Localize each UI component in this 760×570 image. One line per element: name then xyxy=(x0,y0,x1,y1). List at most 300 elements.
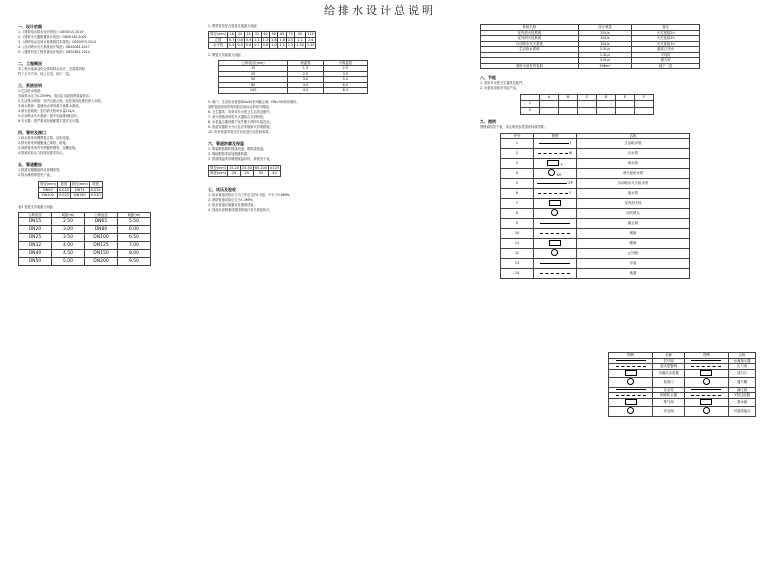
table-cell: 4.0 xyxy=(288,82,323,88)
table-cell: 安全阀 xyxy=(653,407,684,417)
table-cell: 30L/s xyxy=(578,41,632,47)
table-row xyxy=(19,242,151,250)
text-line: 本工程为某商业综合体给排水设计，总建筑面积 xyxy=(18,67,85,71)
table-cell: DN100 xyxy=(85,234,118,242)
table-cell xyxy=(540,107,559,114)
table-cell: 3.00 xyxy=(52,226,85,234)
table-cell: 0.7 xyxy=(254,43,260,47)
insulation-table xyxy=(208,165,281,177)
header-cell: 公称直径 xyxy=(85,212,118,218)
section-body xyxy=(18,89,188,124)
text-line: 5.《建筑机电工程抗震设计规范》GB50981-2014 xyxy=(18,50,90,54)
legend-symbol-icon xyxy=(540,233,570,234)
section-body xyxy=(480,125,752,130)
table-cell: 3 xyxy=(501,159,534,169)
table-cell: 9.50 xyxy=(118,258,151,266)
header-cell: 图例 xyxy=(609,353,653,359)
text-line: 5.自动喷水灭火系统：按中危险级II级设计。 xyxy=(18,114,81,118)
table-cell: 2.0 xyxy=(287,37,294,42)
text-line: 2. 水泵选用高效节能产品。 xyxy=(480,86,520,90)
table-cell: 0.8 xyxy=(262,43,269,47)
table-cell: 压力表 xyxy=(729,364,756,370)
table-cell: 1.35 xyxy=(296,43,304,47)
table-cell xyxy=(684,378,728,388)
header-cell: 坡度 xyxy=(89,182,102,188)
table-cell: 0.6 xyxy=(245,43,252,47)
table-cell: 1.1 xyxy=(279,43,285,47)
text-line: 1. 采用节水型卫生器具及配件。 xyxy=(480,81,526,85)
table-cell: 5.00 xyxy=(52,258,85,266)
table-cell: 室外消火栓系统 xyxy=(481,36,579,42)
section-body xyxy=(18,136,188,156)
text-line: 1.管道穿越楼板时应设钢套管。 xyxy=(18,168,63,172)
text-line: 2.《建筑灭火器配置设计规范》GB50140-2005 xyxy=(18,35,87,39)
header-cell: A xyxy=(540,95,559,101)
table-cell xyxy=(533,169,576,179)
table-cell: 1.5L/s xyxy=(578,52,632,58)
table-cell: DN75 xyxy=(70,187,89,193)
table-cell: DN50 xyxy=(19,258,52,266)
table-cell: 20L/s xyxy=(578,30,632,36)
table-cell: 30 xyxy=(253,171,268,177)
table-row xyxy=(501,189,690,199)
header-cell: 25 xyxy=(244,32,252,38)
table-cell xyxy=(684,398,728,407)
header-cell: 90 xyxy=(295,32,306,38)
header-cell: 图例 xyxy=(533,133,576,139)
table-caption: 2. 钢管支吊架最大间距 xyxy=(208,52,241,57)
table-cell: 6.50 xyxy=(118,234,151,242)
table-cell xyxy=(635,100,654,107)
table-caption: 表1 管道支吊架最大间距 xyxy=(18,204,53,209)
plastic-pipe-support-table xyxy=(208,31,316,49)
table-cell: 0.025 xyxy=(90,187,101,192)
column-right xyxy=(480,24,752,279)
table-cell: 5 xyxy=(501,179,534,189)
slope-table xyxy=(38,181,103,199)
table-cell: 2.5 xyxy=(323,66,367,72)
table-cell: 蝶阀 xyxy=(576,239,689,249)
legend-symbol-icon xyxy=(540,263,570,264)
reference-grid xyxy=(520,94,654,115)
table-cell: 地漏 xyxy=(576,269,689,279)
table-cell: 1 xyxy=(501,139,534,149)
legend-symbol-icon xyxy=(538,153,568,154)
legend-symbol-icon xyxy=(538,193,568,194)
table-cell: DN150 xyxy=(70,193,89,199)
header-cell: 32 xyxy=(253,32,261,38)
table-cell: Y型过滤器 xyxy=(729,393,756,399)
header-cell: F xyxy=(635,95,654,101)
table-cell: 13 xyxy=(501,259,534,269)
table-cell: 80 xyxy=(219,82,288,88)
table-row xyxy=(19,218,151,226)
table-cell: 20 xyxy=(228,171,241,177)
table-cell: 1.1 xyxy=(254,37,260,42)
header-cell: B xyxy=(559,95,578,101)
table-cell: 排气阀 xyxy=(653,398,684,407)
table-cell: 6 xyxy=(501,189,534,199)
table-row xyxy=(19,250,151,258)
section-heading: 四、管材及接口 xyxy=(18,130,46,135)
header-cell: 75 xyxy=(286,32,294,38)
section-heading: 一、设计依据 xyxy=(18,24,42,29)
table-cell: 15 xyxy=(219,66,288,72)
table-cell: 7 xyxy=(501,199,534,209)
header-cell: 名称 xyxy=(729,353,756,359)
table-cell: DN150 xyxy=(85,250,118,258)
table-cell: 10 xyxy=(501,229,534,239)
table-cell: 2 xyxy=(501,149,534,159)
table-cell: 末端试水装置 xyxy=(653,369,684,378)
legend-symbol-icon xyxy=(616,360,646,361)
table-row xyxy=(501,259,690,269)
table-cell: 2 xyxy=(521,107,540,114)
legend-symbol-icon xyxy=(616,389,646,390)
table-cell: 3.50 xyxy=(52,234,85,242)
table-row xyxy=(19,234,151,242)
legend-symbol-icon xyxy=(625,370,637,376)
legend-symbol-icon xyxy=(627,407,634,414)
table-cell: 6.0 xyxy=(323,82,367,88)
text-line: 4.消火栓系统：室内消火栓用水量20L/s。 xyxy=(18,109,78,113)
table-cell: 室内消火栓系统 xyxy=(481,30,579,36)
table-cell: 0.4 xyxy=(229,43,235,47)
legend-symbol-icon xyxy=(540,273,570,274)
table-row xyxy=(501,169,690,179)
legend-symbol-icon xyxy=(703,378,710,385)
table-cell: 检查口 xyxy=(653,378,684,388)
legend-symbol-code: W xyxy=(567,151,573,156)
table-cell: 水流指示器 xyxy=(729,358,756,364)
table-cell: 8 xyxy=(501,209,534,219)
legend-symbol-code: ZP xyxy=(567,181,573,186)
text-line: 3.雨水系统：屋面雨水采用重力流排水系统。 xyxy=(18,104,82,108)
header-cell: 管径(mm) xyxy=(210,165,227,170)
legend-symbol-icon xyxy=(691,366,721,367)
text-line: 10. 所有管道安装完毕后应进行冲洗和消毒。 xyxy=(208,129,272,134)
table-cell xyxy=(533,139,576,149)
table-cell xyxy=(684,407,728,417)
table-cell: DN200 xyxy=(85,258,118,266)
legend-symbol-icon xyxy=(616,366,646,367)
legend-symbol-icon xyxy=(547,160,559,166)
table-cell xyxy=(578,100,597,107)
table-row xyxy=(19,258,151,266)
section-heading: 二、工程概况 xyxy=(18,61,42,66)
text-line: 4.管道试验压力按规范要求执行。 xyxy=(18,151,66,155)
table-cell xyxy=(533,159,576,169)
header-cell: 名称 xyxy=(653,353,684,359)
header-cell: 管径(mm) xyxy=(40,182,57,186)
section-heading: 五、管道敷设 xyxy=(18,162,42,167)
table-cell: 水表 xyxy=(576,259,689,269)
table-row xyxy=(501,229,690,239)
table-cell xyxy=(533,219,576,229)
table-cell xyxy=(597,107,616,114)
table-cell: DN25 xyxy=(19,234,52,242)
header-cell: 不保温管 xyxy=(323,60,367,66)
table-cell xyxy=(533,209,576,219)
table-row xyxy=(501,219,690,229)
table-row xyxy=(501,179,690,189)
text-line: 1. 明装钢管刷防锈漆两道，银粉漆两道。 xyxy=(208,146,267,151)
table-cell: 火灾延续2h xyxy=(632,36,700,42)
table-cell: 清扫口 xyxy=(729,369,756,378)
table-cell: 396m³ xyxy=(578,63,632,69)
text-line: 图例说明见下表，未注明者参见国家标准图集。 xyxy=(480,124,547,129)
table-cell: 4.00 xyxy=(52,242,85,250)
table-cell: 5.50 xyxy=(118,218,151,226)
table-cell: 生活给水系统 xyxy=(481,47,579,53)
table-cell xyxy=(533,249,576,259)
table-cell: 6.5 xyxy=(323,88,367,94)
table-cell xyxy=(684,369,728,378)
table-cell: 7.00 xyxy=(118,242,151,250)
table-cell xyxy=(533,149,576,159)
table-cell xyxy=(533,179,576,189)
table-cell: 火灾延续2h xyxy=(632,30,700,36)
table-row xyxy=(501,269,690,279)
table-row xyxy=(501,159,690,169)
table-cell xyxy=(559,107,578,114)
table-row xyxy=(209,43,316,49)
header-cell: 15-20 xyxy=(229,165,239,170)
table-cell: 0.5 xyxy=(237,43,243,47)
table-cell xyxy=(540,100,559,107)
table-cell: 1.3 xyxy=(262,37,269,42)
table-cell: 消防水池有效容积 xyxy=(481,63,579,69)
table-cell: 室内消火栓 xyxy=(576,199,689,209)
header-cell: 公称直径 xyxy=(19,212,52,218)
legend-symbol-icon xyxy=(551,249,558,256)
table-row xyxy=(609,369,756,378)
text-line: 5. 阀门：生活给水管道DN≤50采用截止阀，DN>50采用闸阀。 xyxy=(208,99,299,104)
header-cell: E xyxy=(616,95,635,101)
table-row xyxy=(521,100,654,107)
header-cell: 坡度 xyxy=(58,182,71,188)
table-cell: 50 xyxy=(219,77,288,83)
table-cell: 消火栓给水管 xyxy=(576,169,689,179)
text-line: 3. 排水管道应做灌水及通球试验。 xyxy=(208,202,257,207)
table-cell: 3.0L/s xyxy=(578,58,632,64)
table-cell: 信号阀 xyxy=(653,358,684,364)
table-cell: DN80 xyxy=(85,226,118,234)
table-cell: 地下一层 xyxy=(632,63,700,69)
header-cell: 设计流量 xyxy=(578,25,632,31)
text-line: 3.《消防给水及消火栓系统技术规范》GB50974-2014 xyxy=(18,40,97,44)
table-row xyxy=(19,226,151,234)
legend-symbol-code: Y xyxy=(559,162,563,167)
table-cell: 0.8 xyxy=(237,37,243,42)
table-row xyxy=(501,139,690,149)
table-cell: 3.5 xyxy=(323,71,367,77)
text-line: 1. 给水管道试验压力为工作压力的1.5倍，不小于0.6MPa。 xyxy=(208,192,293,197)
legend-symbol-code: XH xyxy=(555,173,562,178)
table-row xyxy=(609,378,756,388)
table-cell: 泄水阀 xyxy=(729,398,756,407)
header-cell: 管径(mm) xyxy=(71,182,88,186)
table-cell: 0.010 xyxy=(90,193,101,197)
table-cell: 4.5 xyxy=(288,88,323,94)
table-cell xyxy=(533,239,576,249)
table-cell xyxy=(616,107,635,114)
table-cell: 倒流防止器 xyxy=(653,393,684,399)
table-cell xyxy=(597,100,616,107)
page-title: 给排水设计总说明 xyxy=(324,4,436,17)
text-line: 6. 卫生器具：均采用节水型卫生洁具及配件。 xyxy=(208,109,273,114)
header-cell: 序号 xyxy=(501,133,534,139)
legend-symbol-icon xyxy=(540,223,570,224)
table-cell: DN125 xyxy=(85,242,118,250)
table-cell: 可曲挠接头 xyxy=(729,407,756,417)
text-line: 4.《自动喷水灭火系统设计规范》GB50084-2017 xyxy=(18,45,90,49)
header-cell: 110 xyxy=(305,32,316,38)
design-flow-table xyxy=(480,24,700,69)
header-cell: 25-50 xyxy=(241,165,252,170)
legend-symbol-icon xyxy=(551,209,558,216)
table-cell: 存水弯 xyxy=(653,387,684,393)
section-heading: 七、试压及验收 xyxy=(208,186,236,192)
table-cell xyxy=(559,100,578,107)
steel-pipe-support-table xyxy=(218,60,368,94)
table-cell: DN32 xyxy=(19,242,52,250)
header-cell: 16 xyxy=(228,32,236,38)
table-cell: 1.2 xyxy=(287,43,294,47)
table-cell: 25 xyxy=(240,171,253,177)
table-cell: 火灾延续1h xyxy=(632,41,700,47)
section-body xyxy=(208,193,438,213)
text-line: 市政供水压力0.20MPa，低区由市政管网直接供水。 xyxy=(18,94,93,98)
table-cell: DN15 xyxy=(19,218,52,226)
table-cell: 5.0 xyxy=(323,77,367,83)
valve-legend-table xyxy=(608,352,756,417)
table-cell: 25 xyxy=(219,71,288,77)
table-cell: 2.5L/s xyxy=(578,47,632,53)
table-cell: 40 xyxy=(268,171,280,177)
table-cell: 闭式喷头 xyxy=(576,209,689,219)
table-cell xyxy=(609,378,653,388)
table-row xyxy=(219,88,368,94)
legend-symbol-icon xyxy=(700,370,712,376)
table-header-row xyxy=(209,165,281,171)
text-line: 约三万平方米，地上五层，地下一层。 xyxy=(18,72,73,76)
table-cell: 厚度(mm) xyxy=(210,171,227,175)
table-cell xyxy=(616,100,635,107)
header-cell: 间距(m) xyxy=(118,212,151,218)
table-cell: 污水管 xyxy=(576,149,689,159)
table-caption: 1. 塑料管及复合管道支架最大间距 xyxy=(208,24,257,28)
pipe-support-table xyxy=(18,212,151,267)
table-cell: 自动喷水灭火给水管 xyxy=(576,179,689,189)
table-cell: 水平管 xyxy=(209,43,228,49)
table-cell: 湿式报警阀 xyxy=(653,364,684,370)
table-cell: 自动喷水灭火系统 xyxy=(481,41,579,47)
table-cell: 0.7 xyxy=(229,37,235,42)
section-body xyxy=(18,67,188,77)
table-cell: 2.0 xyxy=(288,71,323,77)
table-cell: 2.50 xyxy=(52,218,85,226)
table-cell xyxy=(533,189,576,199)
table-row xyxy=(609,407,756,417)
legend-symbol-icon xyxy=(537,183,567,184)
table-cell: 通气帽 xyxy=(729,378,756,388)
section-heading: 六、管道防腐及保温 xyxy=(208,140,244,146)
text-line: 2. 埋地钢管采用加强级防腐。 xyxy=(208,151,251,156)
text-line: 1.生活给水系统： xyxy=(18,89,44,93)
table-row xyxy=(501,239,690,249)
section-body xyxy=(18,30,188,55)
table-cell: DN20 xyxy=(19,226,52,234)
text-line: 8. 水泵接合器设置于室外便于消防车接近处。 xyxy=(208,119,273,124)
table-cell: 2.2 xyxy=(295,37,306,43)
table-cell xyxy=(578,107,597,114)
table-cell: DN65 xyxy=(85,218,118,226)
header-cell: ≥125 xyxy=(269,165,280,170)
legend-symbol-icon xyxy=(700,399,712,405)
legend-symbol-icon xyxy=(625,399,637,405)
header-cell: 图例 xyxy=(684,353,728,359)
table-cell xyxy=(609,407,653,417)
table-cell: 1.55 xyxy=(306,43,315,47)
legend-symbol-icon xyxy=(616,395,646,396)
table-cell: 生活给水管 xyxy=(576,139,689,149)
table-cell: 平均时 xyxy=(632,52,700,58)
table-cell: 止回阀 xyxy=(576,249,689,259)
section-body xyxy=(208,147,438,162)
table-row xyxy=(209,171,281,177)
table-cell: 6.00 xyxy=(118,226,151,234)
text-line: 6.灭火器：按严重危险级配置手提式灭火器。 xyxy=(18,119,82,123)
legend-symbol-icon xyxy=(549,200,561,206)
header-cell: 管径(mm) xyxy=(210,32,227,36)
table-cell: 闸阀 xyxy=(576,229,689,239)
text-line: 3.消防管采用内外热镀锌钢管，沟槽连接。 xyxy=(18,146,79,150)
legend-symbol-icon xyxy=(549,240,561,246)
table-cell: 4.50 xyxy=(52,250,85,258)
table-cell xyxy=(609,369,653,378)
text-line: 1.《建筑给水排水设计规范》GB50015-2019 xyxy=(18,30,84,34)
text-line: 消防管道采用带有明显启闭标志的信号蝶阀。 xyxy=(208,104,272,109)
table-cell: 1.0 xyxy=(271,43,277,47)
legend-table xyxy=(500,133,690,280)
header-cell: 间距(m) xyxy=(52,212,85,218)
legend-symbol-icon xyxy=(539,143,569,144)
table-row xyxy=(501,209,690,219)
table-cell: 立管 xyxy=(209,37,228,43)
table-cell: 截止阀 xyxy=(576,219,689,229)
table-cell: 最大时 xyxy=(632,58,700,64)
table-cell xyxy=(533,259,576,269)
legend-symbol-icon xyxy=(691,389,721,390)
legend-symbol-code: J xyxy=(568,141,571,146)
text-line: 9. 管道穿越防火分区处应采取防火封堵措施。 xyxy=(208,124,273,129)
table-cell xyxy=(609,398,653,407)
table-cell xyxy=(533,199,576,209)
table-cell: DN100 xyxy=(39,193,58,199)
table-cell: 雨水管 xyxy=(576,159,689,169)
table-row xyxy=(501,199,690,209)
table-cell: 最高日用水 xyxy=(632,47,700,53)
table-cell: 1.8 xyxy=(279,37,285,42)
header-cell: 系统名称 xyxy=(481,25,579,31)
section-heading: 三、系统说明 xyxy=(18,83,42,88)
text-line: 7. 消火栓箱采用带灭火器组合式消防柜。 xyxy=(208,114,267,119)
table-cell: 0.9 xyxy=(245,37,252,42)
table-cell: 12 xyxy=(501,249,534,259)
header-cell: 备注 xyxy=(632,25,700,31)
legend-symbol-icon xyxy=(703,407,710,414)
